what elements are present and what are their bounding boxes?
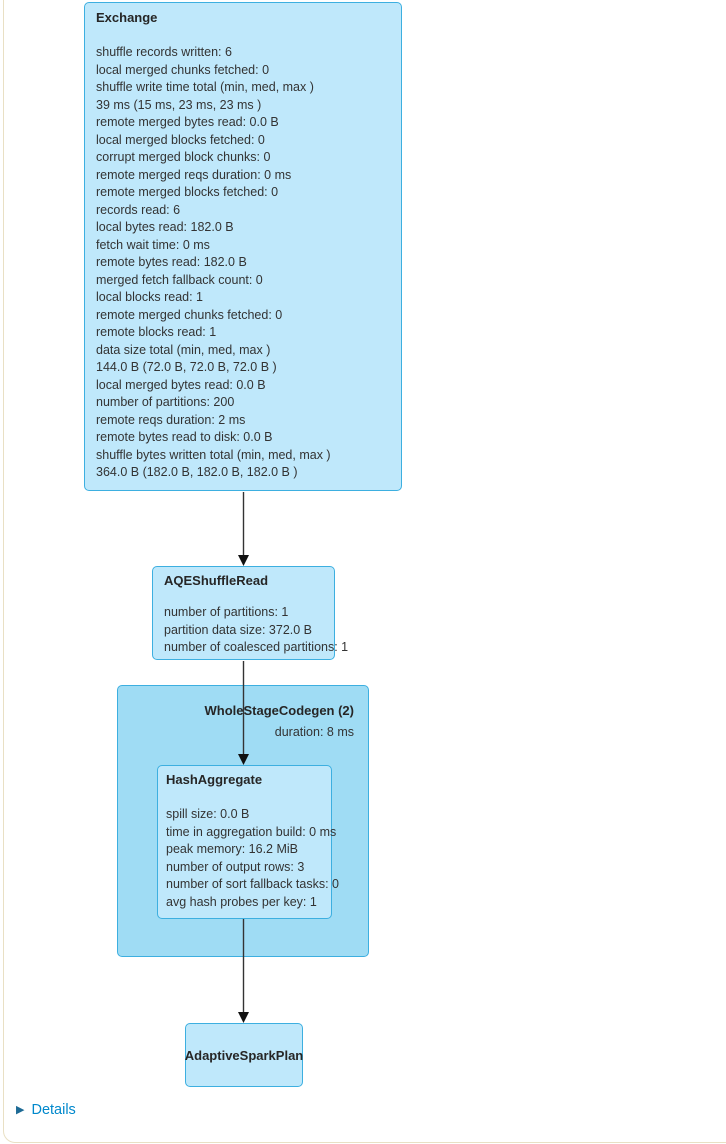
node-hashaggregate — [157, 765, 339, 919]
metric-line: number of partitions: 1 — [164, 605, 289, 619]
metric-line: time in aggregation build: 0 ms — [166, 824, 337, 839]
metric-line: number of coalesced partitions: 1 — [164, 640, 349, 654]
metric-line: local merged bytes read: 0.0 B — [96, 377, 266, 392]
details-expand-icon[interactable]: ▶ — [16, 1103, 25, 1116]
metric-line: fetch wait time: 0 ms — [96, 237, 210, 252]
metric-line: number of output rows: 3 — [166, 859, 305, 874]
metric-line: 364.0 B (182.0 B, 182.0 B, 182.0 B ) — [96, 465, 298, 479]
cluster-duration: duration: 8 ms — [274, 725, 354, 739]
metric-line: shuffle write time total (min, med, max ) — [96, 80, 314, 94]
metric-line: remote merged bytes read: 0.0 B — [96, 115, 279, 129]
metric-line: 144.0 B (72.0 B, 72.0 B, 72.0 B ) — [96, 360, 277, 374]
metric-line: merged fetch fallback count: 0 — [96, 272, 263, 287]
metric-line: local merged chunks fetched: 0 — [96, 62, 270, 77]
details-toggle[interactable] — [16, 1102, 76, 1118]
metric-line: remote bytes read: 182.0 B — [96, 255, 247, 269]
node-metrics — [164, 604, 349, 657]
metric-line: remote reqs duration: 2 ms — [96, 412, 246, 427]
node-title: AQEShuffleRead — [164, 573, 269, 588]
metric-line: partition data size: 372.0 B — [164, 622, 313, 637]
cluster-title: WholeStageCodegen (2) — [204, 703, 354, 718]
node-metrics — [96, 44, 390, 482]
node-title: AdaptiveSparkPlan — [184, 1047, 304, 1063]
node-title: HashAggregate — [166, 772, 263, 787]
metric-line: records read: 6 — [96, 202, 181, 217]
details-label[interactable]: Details — [31, 1102, 76, 1118]
metric-line: avg hash probes per key: 1 — [166, 894, 317, 909]
edge-exchange-to-aqeshuffleread — [238, 492, 249, 566]
metric-line: shuffle bytes written total (min, med, max ) — [96, 447, 331, 462]
metric-line: local blocks read: 1 — [96, 290, 204, 304]
metric-line: remote bytes read to disk: 0.0 B — [96, 430, 273, 444]
node-exchange — [84, 2, 402, 491]
metric-line: remote merged blocks fetched: 0 — [96, 185, 279, 199]
metric-line: data size total (min, med, max ) — [96, 342, 271, 357]
arrowhead-icon — [238, 1012, 249, 1023]
metric-line: peak memory: 16.2 MiB — [166, 842, 298, 856]
metric-line: number of sort fallback tasks: 0 — [166, 877, 339, 891]
metric-line: local bytes read: 182.0 B — [96, 220, 234, 234]
metric-line: local merged blocks fetched: 0 — [96, 132, 265, 147]
metric-line: remote merged reqs duration: 0 ms — [96, 167, 292, 182]
arrowhead-icon — [238, 555, 249, 566]
metric-line: corrupt merged block chunks: 0 — [96, 150, 271, 164]
node-title: Exchange — [96, 10, 158, 25]
node-adaptivesparkplan — [185, 1023, 303, 1087]
node-metrics — [166, 806, 339, 911]
metric-line: shuffle records written: 6 — [96, 45, 232, 59]
metric-line: 39 ms (15 ms, 23 ms, 23 ms ) — [96, 97, 262, 112]
metric-line: remote blocks read: 1 — [96, 325, 217, 339]
metric-line: spill size: 0.0 B — [166, 807, 250, 821]
node-aqeshuffleread — [152, 566, 349, 660]
metric-line: number of partitions: 200 — [96, 395, 235, 409]
metric-line: remote merged chunks fetched: 0 — [96, 307, 283, 322]
